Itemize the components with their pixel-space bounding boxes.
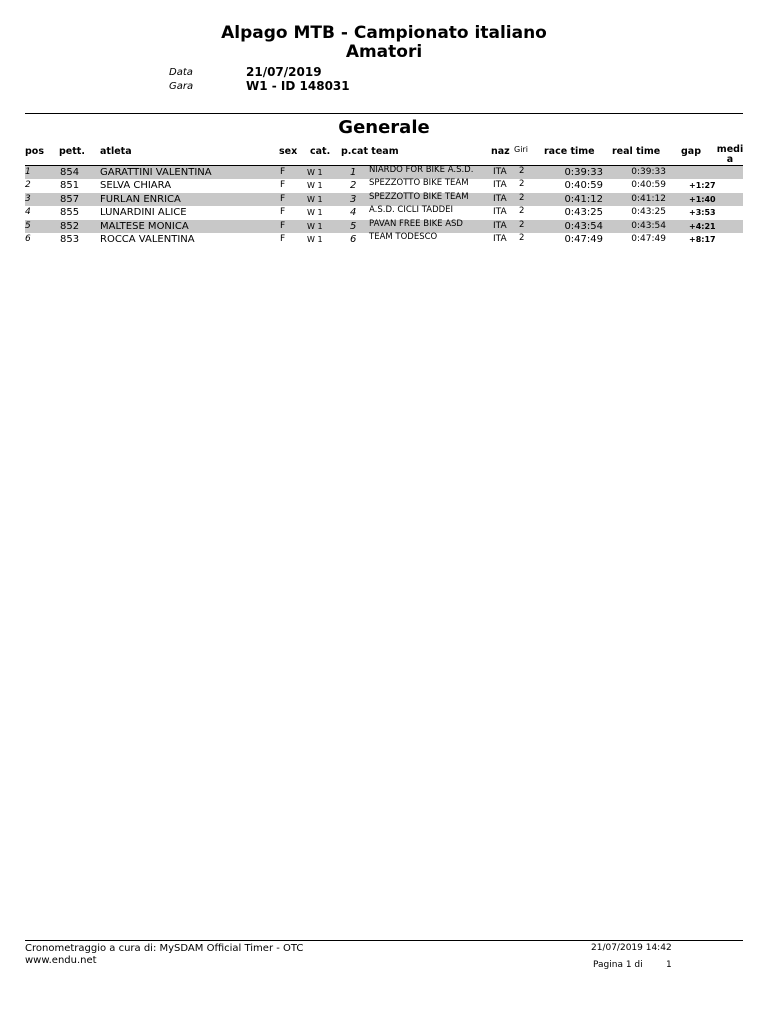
col-pos: pos	[25, 146, 44, 157]
cell-sex: F	[280, 207, 286, 218]
cell-pos: 2	[25, 180, 31, 191]
cell-category: W 1	[307, 181, 323, 191]
cell-race-time: 0:41:12	[564, 193, 603, 205]
title-line-2: Amatori	[345, 42, 423, 62]
cell-gap: +3:53	[689, 208, 716, 218]
section-title: Generale	[338, 117, 430, 138]
cell-nation: ITA	[493, 167, 507, 177]
cell-category: W 1	[307, 194, 323, 204]
website-link[interactable]: www.endu.net	[25, 955, 97, 966]
cell-real-time: 0:39:33	[631, 167, 666, 177]
cell-sex: F	[280, 180, 286, 191]
col-cat: cat.	[310, 146, 331, 157]
cell-category-position: 4	[350, 207, 357, 219]
col-sex: sex	[279, 146, 298, 157]
cell-bib: 852	[60, 220, 80, 232]
cell-laps: 2	[519, 233, 525, 243]
cell-sex: F	[280, 220, 286, 231]
cell-laps: 2	[519, 179, 525, 190]
cell-race-time: 0:47:49	[564, 234, 603, 245]
cell-real-time: 0:43:25	[631, 207, 666, 218]
cell-athlete: ROCCA VALENTINA	[100, 234, 195, 245]
cell-bib: 857	[60, 193, 80, 205]
cell-sex: F	[280, 234, 286, 244]
cell-team: SPEZZOTTO BIKE TEAM	[369, 191, 469, 202]
cell-category-position: 2	[350, 180, 357, 192]
cell-gap: +4:21	[689, 221, 716, 231]
cell-athlete: GARATTINI VALENTINA	[100, 167, 212, 178]
cell-bib: 853	[60, 234, 80, 245]
cell-nation: ITA	[493, 180, 507, 191]
cell-team: PAVAN FREE BIKE ASD	[369, 218, 463, 229]
cell-pos: 3	[25, 193, 31, 204]
col-real-time: real time	[612, 146, 661, 157]
cell-team: SPEZZOTTO BIKE TEAM	[369, 178, 469, 189]
cell-race-time: 0:43:54	[564, 220, 603, 232]
cell-race-time: 0:43:25	[564, 207, 603, 219]
col-race-time: race time	[544, 146, 595, 157]
cell-sex: F	[280, 167, 286, 177]
cell-athlete: SELVA CHIARA	[100, 180, 172, 192]
cell-athlete: FURLAN ENRICA	[100, 193, 181, 205]
col-giri: Giri	[514, 145, 528, 154]
page-label: Pagina 1 di	[593, 960, 643, 970]
cell-category-position: 5	[350, 220, 357, 232]
date-label: Data	[169, 67, 193, 78]
page-total: 1	[666, 960, 672, 970]
cell-real-time: 0:47:49	[631, 234, 666, 244]
cell-nation: ITA	[493, 193, 507, 204]
race-value: W1 - ID 148031	[246, 79, 350, 93]
title-line-1: Alpago MTB - Campionato italiano	[221, 23, 547, 43]
cell-team: NIARDO FOR BIKE A.S.D.	[369, 165, 474, 175]
col-atleta: atleta	[100, 146, 132, 157]
footer-divider	[25, 940, 743, 941]
cell-sex: F	[280, 193, 286, 204]
cell-team: TEAM TODESCO	[369, 232, 438, 242]
cell-race-time: 0:39:33	[564, 167, 603, 178]
cell-category: W 1	[307, 221, 323, 231]
timing-credit: Cronometraggio a cura di: MySDAM Official Timer - OTC	[25, 943, 304, 954]
cell-gap: +8:17	[689, 235, 716, 244]
document-title	[0, 24, 768, 62]
cell-bib: 854	[60, 167, 80, 178]
cell-category-position: 3	[350, 193, 357, 205]
table-row	[25, 233, 743, 246]
cell-real-time: 0:40:59	[631, 180, 666, 191]
cell-laps: 2	[519, 166, 525, 176]
cell-category: W 1	[307, 235, 323, 244]
col-pcat-team: p.cat team	[341, 146, 399, 157]
cell-category: W 1	[307, 168, 323, 177]
cell-bib: 851	[60, 180, 80, 192]
cell-race-time: 0:40:59	[564, 180, 603, 192]
cell-nation: ITA	[493, 207, 507, 218]
cell-pos: 1	[25, 167, 31, 177]
col-media: media	[716, 144, 744, 165]
col-naz: naz	[491, 146, 510, 157]
footer-credits	[25, 943, 303, 967]
cell-athlete: LUNARDINI ALICE	[100, 207, 187, 219]
cell-nation: ITA	[493, 220, 507, 231]
col-pett: pett.	[59, 146, 85, 157]
cell-category-position: 1	[350, 167, 357, 178]
print-datetime: 21/07/2019 14:42	[591, 943, 672, 953]
cell-bib: 855	[60, 207, 80, 219]
date-value: 21/07/2019	[246, 65, 322, 79]
cell-laps: 2	[519, 206, 525, 217]
cell-category: W 1	[307, 208, 323, 218]
col-gap: gap	[681, 146, 702, 157]
race-label: Gara	[169, 81, 194, 92]
cell-team: A.S.D. CICLI TADDEI	[369, 205, 454, 216]
cell-pos: 5	[25, 220, 31, 231]
cell-pos: 6	[25, 234, 31, 244]
cell-laps: 2	[519, 219, 525, 230]
cell-real-time: 0:43:54	[631, 220, 666, 231]
cell-gap: +1:40	[689, 194, 716, 204]
cell-real-time: 0:41:12	[631, 193, 666, 204]
header-divider	[25, 113, 743, 114]
cell-pos: 4	[25, 207, 31, 218]
cell-athlete: MALTESE MONICA	[100, 220, 189, 232]
cell-nation: ITA	[493, 234, 507, 244]
cell-gap: +1:27	[689, 181, 716, 191]
cell-laps: 2	[519, 192, 525, 203]
cell-category-position: 6	[350, 234, 357, 245]
